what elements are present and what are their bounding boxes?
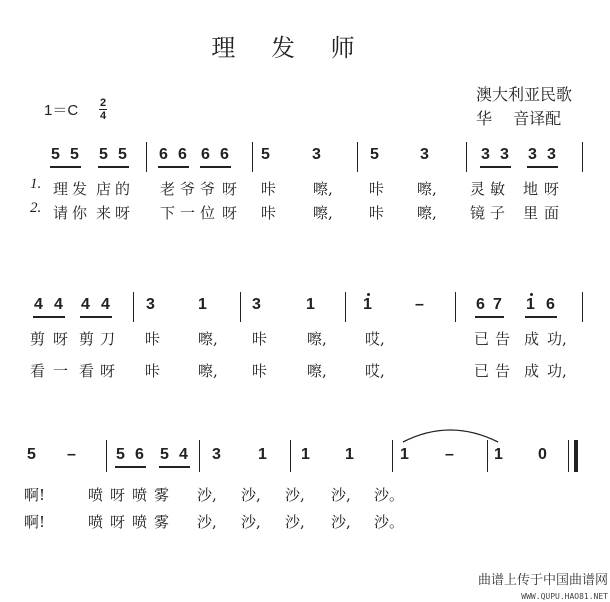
barline-2-3	[345, 292, 346, 322]
note: 3	[312, 146, 321, 163]
note: 4	[54, 296, 63, 313]
verse-number-2: 2.	[30, 200, 42, 216]
note: 6	[135, 446, 144, 463]
note: 5	[118, 146, 127, 163]
barline-1-1	[146, 142, 147, 172]
note: 6	[220, 146, 229, 163]
dash-extension: –	[445, 446, 454, 463]
lyric-syllable: 告	[495, 330, 511, 348]
lyric-syllable: 呀	[115, 204, 131, 222]
lyric-syllable: 看	[30, 362, 46, 380]
note: 7	[493, 296, 502, 313]
lyric-syllable: 看	[79, 362, 95, 380]
note: 5	[99, 146, 108, 163]
lyric-syllable: 呀	[110, 513, 126, 531]
lyric-syllable: 咔	[145, 330, 161, 348]
final-thick-barline	[574, 440, 578, 472]
lyric-syllable: 嚓,	[198, 330, 218, 348]
credit-translator: 华 音译配	[476, 109, 562, 128]
eighth-beam-3-1	[115, 466, 146, 468]
lyric-syllable: 沙,	[331, 486, 351, 504]
note: 1	[363, 296, 372, 313]
barline-2-5	[582, 292, 583, 322]
lyric-syllable: 一	[53, 362, 69, 380]
lyric-syllable: 一	[180, 204, 196, 222]
lyric-syllable: 嚓,	[417, 180, 437, 198]
lyric-syllable: 刀	[100, 330, 116, 348]
barline-3-2	[199, 440, 200, 472]
note: 4	[81, 296, 90, 313]
note: 4	[101, 296, 110, 313]
song-title: 理 发 师	[211, 34, 369, 62]
barline-3-5	[487, 440, 488, 472]
note: 6	[546, 296, 555, 313]
note: 5	[51, 146, 60, 163]
lyric-syllable: 沙,	[285, 513, 305, 531]
lyric-syllable: 位	[200, 204, 216, 222]
lyric-syllable: 老	[160, 180, 176, 198]
lyric-syllable: 爷	[180, 180, 196, 198]
barline-2-1	[133, 292, 134, 322]
eighth-beam-1-3	[158, 166, 189, 168]
barline-2-2	[240, 292, 241, 322]
note: 3	[528, 146, 537, 163]
lyric-syllable: 咔	[252, 330, 268, 348]
lyric-syllable: 啊!	[24, 513, 46, 531]
note: 1	[258, 446, 267, 463]
lyric-syllable: 的	[115, 180, 131, 198]
lyric-syllable: 成	[524, 362, 540, 380]
key-signature: 1＝C	[44, 102, 79, 119]
note: 3	[481, 146, 490, 163]
lyric-syllable: 呀	[544, 180, 560, 198]
lyric-syllable: 沙,	[197, 513, 217, 531]
lyric-syllable: 喷	[88, 486, 104, 504]
lyric-syllable: 哎,	[365, 362, 385, 380]
barline-1-2	[252, 142, 253, 172]
lyric-syllable: 嚓,	[313, 204, 333, 222]
note: 5	[116, 446, 125, 463]
dash-extension: –	[67, 446, 76, 463]
lyric-syllable: 剪	[79, 330, 95, 348]
lyric-syllable: 咔	[369, 204, 385, 222]
lyric-syllable: 咔	[252, 362, 268, 380]
note: 0	[538, 446, 547, 463]
lyric-syllable: 嚓,	[307, 330, 327, 348]
note: 3	[420, 146, 429, 163]
lyric-syllable: 咔	[261, 180, 277, 198]
barline-1-3	[357, 142, 358, 172]
lyric-syllable: 灵	[470, 180, 486, 198]
final-thin-barline	[568, 440, 569, 472]
eighth-beam-3-2	[159, 466, 190, 468]
note: 1	[400, 446, 409, 463]
lyric-syllable: 咔	[145, 362, 161, 380]
lyric-syllable: 沙,	[285, 486, 305, 504]
footer-site: 曲谱上传于中国曲谱网	[477, 572, 608, 587]
lyric-syllable: 成	[524, 330, 540, 348]
lyric-syllable: 沙,	[331, 513, 351, 531]
lyric-syllable: 沙,	[241, 513, 261, 531]
eighth-beam-2-4	[525, 316, 557, 318]
lyric-syllable: 嚓,	[313, 180, 333, 198]
lyric-syllable: 咔	[261, 204, 277, 222]
lyric-syllable: 沙,	[241, 486, 261, 504]
lyric-syllable: 子	[490, 204, 506, 222]
lyric-syllable: 剪	[30, 330, 46, 348]
lyric-syllable: 嚓,	[198, 362, 218, 380]
note: 3	[547, 146, 556, 163]
eighth-beam-1-2	[98, 166, 129, 168]
lyric-syllable: 地	[523, 180, 539, 198]
lyric-syllable: 面	[544, 204, 560, 222]
note: 1	[306, 296, 315, 313]
eighth-beam-2-1	[33, 316, 65, 318]
lyric-syllable: 已	[474, 330, 490, 348]
note: 3	[212, 446, 221, 463]
lyric-syllable: 沙。	[374, 513, 405, 531]
octave-dot-2-1	[367, 293, 370, 296]
lyric-syllable: 来	[96, 204, 112, 222]
lyric-syllable: 已	[474, 362, 490, 380]
lyric-syllable: 你	[72, 204, 88, 222]
barline-3-1	[106, 440, 107, 472]
credit-origin: 澳大利亚民歌	[476, 85, 573, 104]
lyric-syllable: 咔	[369, 180, 385, 198]
note: 1	[494, 446, 503, 463]
lyric-syllable: 呀	[222, 204, 238, 222]
note: 1	[345, 446, 354, 463]
time-signature	[99, 98, 107, 121]
eighth-beam-1-6	[527, 166, 558, 168]
lyric-syllable: 发	[72, 180, 88, 198]
note: 4	[179, 446, 188, 463]
note: 6	[159, 146, 168, 163]
meter-bottom: 4	[99, 110, 107, 122]
lyric-syllable: 下	[160, 204, 176, 222]
eighth-beam-1-1	[50, 166, 81, 168]
meter-top: 2	[99, 97, 107, 109]
lyric-syllable: 爷	[200, 180, 216, 198]
barline-1-4	[466, 142, 467, 172]
note: 6	[476, 296, 485, 313]
lyric-syllable: 告	[495, 362, 511, 380]
barline-1-5	[582, 142, 583, 172]
lyric-syllable: 镜	[470, 204, 486, 222]
lyric-syllable: 里	[523, 204, 539, 222]
eighth-beam-1-5	[480, 166, 511, 168]
lyric-syllable: 嚓,	[307, 362, 327, 380]
verse-number-1: 1.	[30, 176, 42, 192]
lyric-syllable: 喷	[88, 513, 104, 531]
barline-3-3	[290, 440, 291, 472]
note: 5	[70, 146, 79, 163]
eighth-beam-2-2	[80, 316, 112, 318]
lyric-syllable: 店	[96, 180, 112, 198]
note: 3	[146, 296, 155, 313]
lyric-syllable: 敏	[490, 180, 506, 198]
note: 3	[252, 296, 261, 313]
lyric-syllable: 呀	[222, 180, 238, 198]
note: 1	[526, 296, 535, 313]
note: 5	[370, 146, 379, 163]
tie-curve	[403, 430, 498, 442]
lyric-syllable: 嚓,	[417, 204, 437, 222]
lyric-syllable: 喷	[132, 513, 148, 531]
lyric-syllable: 功,	[547, 362, 567, 380]
dash-extension: –	[415, 296, 424, 313]
note: 6	[178, 146, 187, 163]
lyric-syllable: 啊!	[24, 486, 46, 504]
lyric-syllable: 功,	[547, 330, 567, 348]
lyric-syllable: 喷	[132, 486, 148, 504]
lyric-syllable: 呀	[53, 330, 69, 348]
note: 5	[27, 446, 36, 463]
lyric-syllable: 呀	[110, 486, 126, 504]
note: 6	[201, 146, 210, 163]
note: 5	[160, 446, 169, 463]
note: 4	[34, 296, 43, 313]
note: 1	[198, 296, 207, 313]
note: 3	[500, 146, 509, 163]
lyric-syllable: 请	[53, 204, 69, 222]
lyric-syllable: 沙,	[197, 486, 217, 504]
note: 5	[261, 146, 270, 163]
lyric-syllable: 沙。	[374, 486, 405, 504]
octave-dot-2-2	[530, 293, 533, 296]
barline-2-4	[455, 292, 456, 322]
lyric-syllable: 雾	[154, 513, 170, 531]
lyric-syllable: 理	[53, 180, 69, 198]
barline-3-4	[392, 440, 393, 472]
eighth-beam-2-3	[475, 316, 504, 318]
lyric-syllable: 哎,	[365, 330, 385, 348]
lyric-syllable: 雾	[154, 486, 170, 504]
note: 1	[301, 446, 310, 463]
eighth-beam-1-4	[200, 166, 231, 168]
lyric-syllable: 呀	[100, 362, 116, 380]
footer-url: WWW.QUPU.HAO81.NET	[521, 592, 608, 601]
